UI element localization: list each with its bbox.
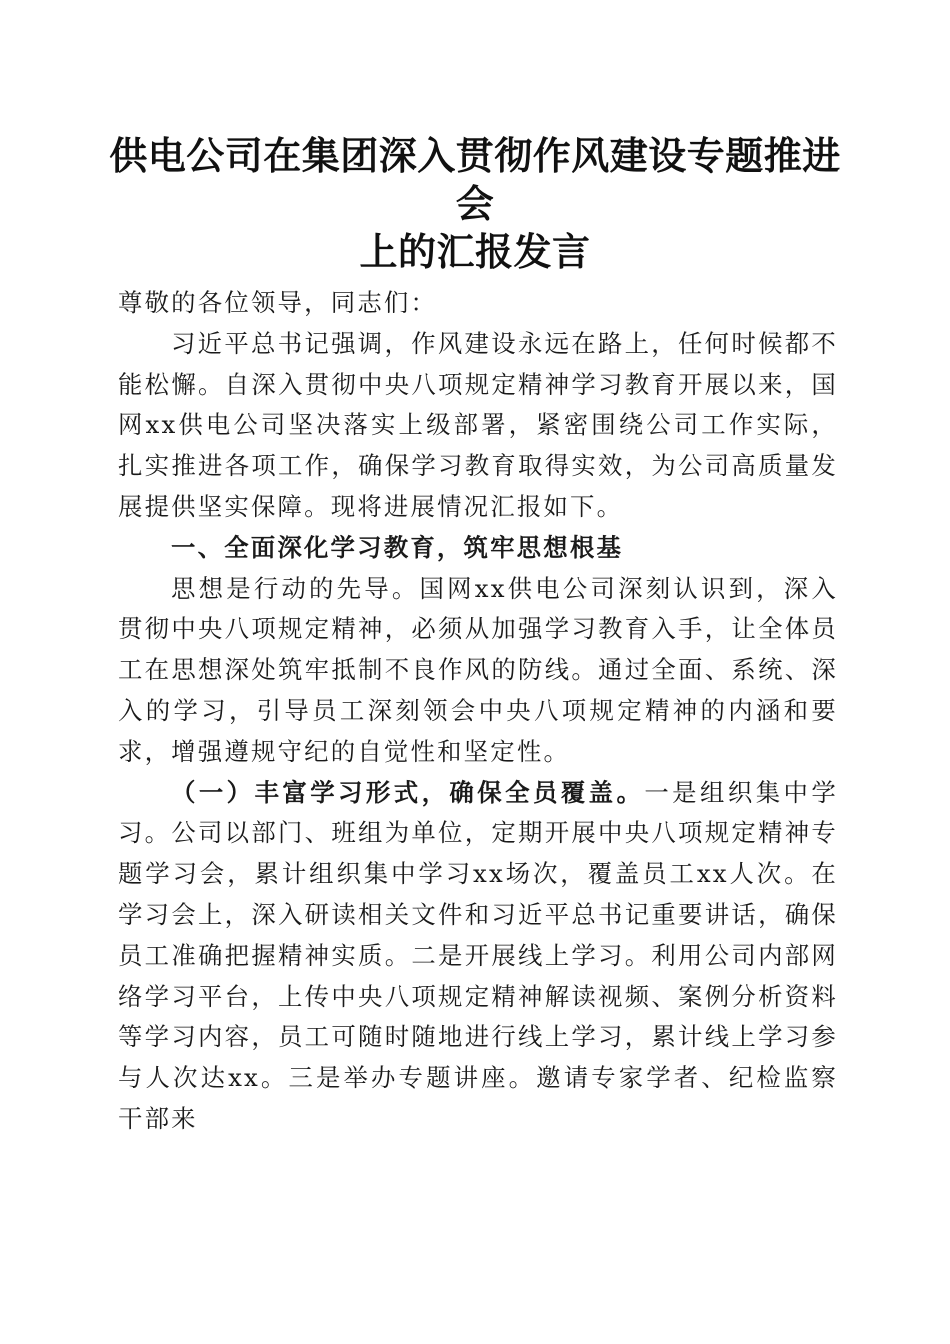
subsection-1-text: 一是组织集中学习。公司以部门、班组为单位，定期开展中央八项规定精神专题学习会，累计组织集中学习xx场次，覆盖员工xx人次。在学习会上，深入研读相关文件和习近平总书记重要讲话，确保员工准确把握精神实质。二是开展线上学习。利用公司内部网络学习平台，上传中央八项规定精神解读视频、案例分析资料等学习内容，员工可随时随地进行线上学习，累计线上学习参与人次达xx。三是举办专题讲座。邀请专家学者、纪检监察干部来 (118, 777, 838, 1133)
greeting: 尊敬的各位领导，同志们： (118, 288, 438, 317)
section-heading-1: 一、全面深化学习教育，筑牢思想根基 (171, 532, 624, 562)
title-line-1: 供电公司在集团深入贯彻作风建设专题推进会 (109, 133, 841, 226)
paragraph-intro: 习近平总书记强调，作风建设永远在路上，任何时候都不能松懈。自深入贯彻中央八项规定精神学习教育开展以来，国网xx供电公司坚决落实上级部署，紧密围绕公司工作实际，扎实推进各项工作，确保学习教育取得实效，为公司高质量发展提供坚实保障。现将进展情况汇报如下。 (118, 328, 838, 521)
document-body (118, 283, 838, 1140)
subsection-heading-1: （一）丰富学习形式，确保全员覆盖。 (171, 777, 645, 807)
document-title (100, 132, 850, 276)
title-line-2: 上的汇报发言 (359, 229, 591, 274)
paragraph-section-1: 思想是行动的先导。国网xx供电公司深刻认识到，深入贯彻中央八项规定精神，必须从加强学习教育入手，让全体员工在思想深处筑牢抵制不良作风的防线。通过全面、系统、深入的学习，引导员工深刻领会中央八项规定精神的内涵和要求，增强遵规守纪的自觉性和坚定性。 (118, 573, 838, 766)
paragraph-subsection-1 (118, 773, 838, 1140)
